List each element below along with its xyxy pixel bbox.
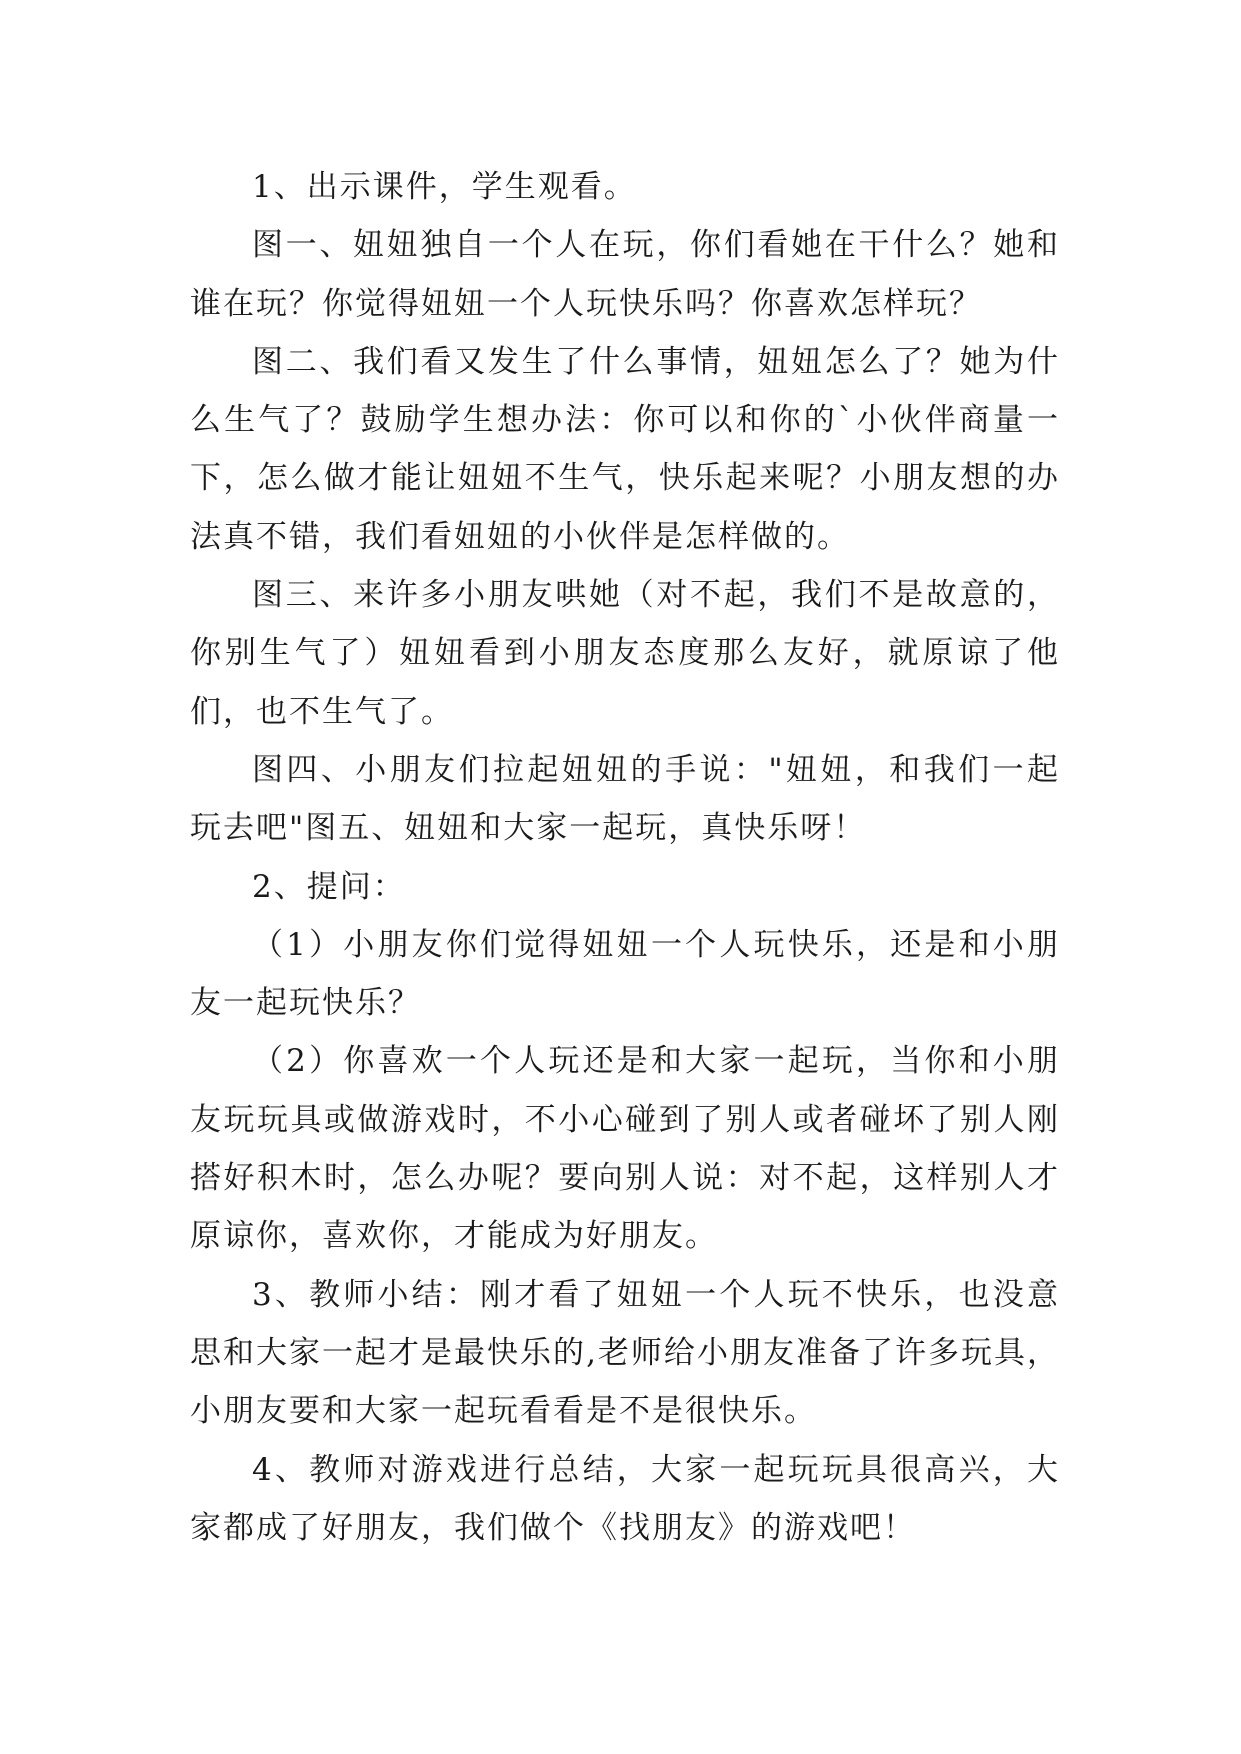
paragraph-1: 1、出示课件，学生观看。 — [252, 169, 637, 205]
paragraph-3: 图二、我们看又发生了什么事情，妞妞怎么了？她为什么生气了？鼓励学生想办法：你可以和你的`小伙伴商量一下，怎么做才能让妞妞不生气，快乐起来呢？小朋友想的办法真不错，我们看妞妞的小伙伴是怎样做的。 — [190, 343, 1060, 555]
paragraph-9: 3、教师小结：刚才看了妞妞一个人玩不快乐，也没意思和大家一起才是最快乐的,老师给小朋友准备了许多玩具，小朋友要和大家一起玩看看是不是很快乐。 — [190, 1276, 1060, 1430]
paragraph-7: （1）小朋友你们觉得妞妞一个人玩快乐，还是和小朋友一起玩快乐？ — [190, 926, 1060, 1022]
document-body — [190, 158, 1060, 1557]
paragraph-5: 图四、小朋友们拉起妞妞的手说："妞妞，和我们一起玩去吧"图五、妞妞和大家一起玩，真快乐呀！ — [190, 751, 1060, 847]
paragraph-8: （2）你喜欢一个人玩还是和大家一起玩，当你和小朋友玩玩具或做游戏时，不小心碰到了别人或者碰坏了别人刚搭好积木时，怎么办呢？要向别人说：对不起，这样别人才原谅你，喜欢你，才能成为好朋友。 — [190, 1043, 1060, 1255]
paragraph-10: 4、教师对游戏进行总结，大家一起玩玩具很高兴，大家都成了好朋友，我们做个《找朋友》的游戏吧！ — [190, 1451, 1060, 1546]
paragraph-6: 2、提问： — [252, 868, 406, 905]
paragraph-2: 图一、妞妞独自一个人在玩，你们看她在干什么？她和谁在玩？你觉得妞妞一个人玩快乐吗？你喜欢怎样玩？ — [190, 227, 1060, 322]
paragraph-4: 图三、来许多小朋友哄她（对不起，我们不是故意的，你别生气了）妞妞看到小朋友态度那么友好，就原谅了他们，也不生气了。 — [190, 577, 1060, 730]
